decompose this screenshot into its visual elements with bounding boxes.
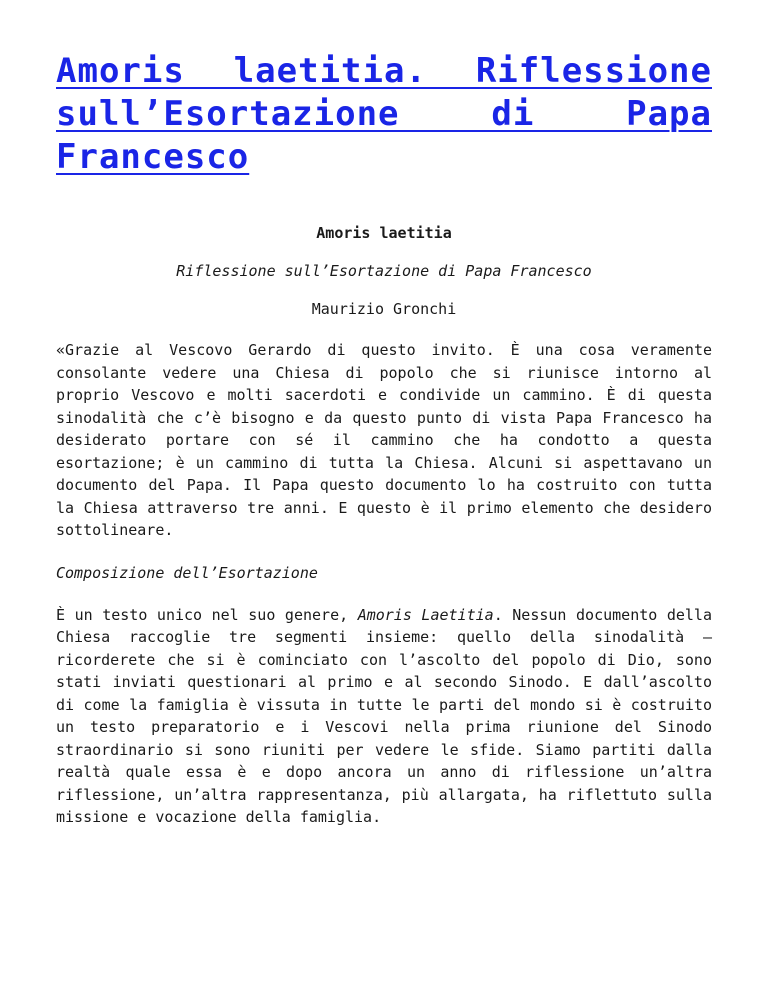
paragraph-2-rest: . Nessun documento della Chiesa raccoglie tre segmenti insieme: quello della sinodalità – ricorderete che si è cominciato con l’ascolto del popolo di Dio, sono stati inviati questionari al primo e al secondo Sinodo. E dall’ascolto di come la famiglia è vissuta in tutte le parti del mondo si è costruito un testo preparatorio e i Vescovi nella prima riunione del Sinodo straordinario si sono riuniti per vedere le sfide. Siamo partiti dalla realtà quale essa è e dopo ancora un anno di riflessione un’altra riflessione, un’altra rappresentanza, più allargata, ha riflettuto sulla missione e vocazione della famiglia.	[56, 605, 712, 826]
author-name: Maurizio Gronchi	[311, 300, 457, 318]
body-paragraph-2	[56, 604, 712, 829]
article-title-link[interactable]: Amoris laetitia. Riflessione sull’Esortazione di Papa Francesco	[56, 51, 712, 177]
document-subtitle: Riflessione sull’Esortazione di Papa Francesco	[176, 262, 592, 280]
section-heading: Composizione dell’Esortazione	[56, 563, 318, 582]
paragraph-2-emphasis: Amoris Laetitia	[357, 605, 494, 624]
body-paragraph-1: «Grazie al Vescovo Gerardo di questo invito. È una cosa veramente consolante vedere una Chiesa di popolo che si riunisce intorno al proprio Vescovo e molti sacerdoti e condivide un cammino. È di questa sinodalità che c’è bisogno e da questo punto di vista Papa Francesco ha desiderato portare con sé il cammino che ha condotto a questa esortazione; è un cammino di tutta la Chiesa. Alcuni si aspettavano un documento del Papa. Il Papa questo documento lo ha costruito con tutta la Chiesa attraverso tre anni. E questo è il primo elemento che desidero sottolineare.	[56, 341, 712, 539]
article-title	[56, 50, 712, 179]
document-title: Amoris laetitia	[316, 224, 452, 242]
paragraph-2-intro: È un testo unico nel suo genere,	[56, 605, 358, 624]
